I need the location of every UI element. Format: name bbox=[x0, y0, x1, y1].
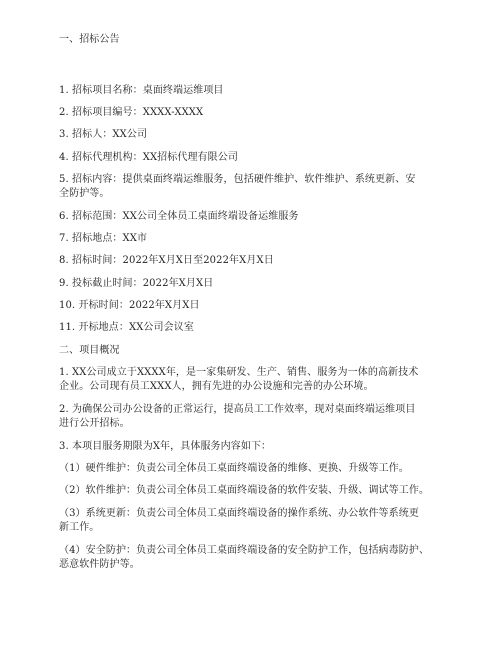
item-bid-deadline: 9. 投标截止时间：2022年X月X日 bbox=[59, 278, 214, 289]
overview-line: （2）软件维护：负责公司全体员工桌面终端设备的软件安装、升级、调试等工作。 bbox=[59, 485, 430, 496]
overview-line: 3. 本项目服务期限为X年，具体服务内容如下： bbox=[59, 441, 272, 452]
item-opening-time: 10. 开标时间：2022年X月X日 bbox=[59, 300, 200, 311]
overview-line: （3）系统更新：负责公司全体员工桌面终端设备的操作系统、办公软件等系统更 bbox=[59, 508, 419, 519]
section-heading-project-overview: 二、项目概况 bbox=[59, 345, 120, 356]
item-tender-period: 8. 招标时间：2022年X月X日至2022年X月X日 bbox=[59, 255, 274, 266]
item-location: 7. 招标地点：XX市 bbox=[59, 233, 148, 244]
overview-line: 新工作。 bbox=[59, 522, 100, 533]
overview-line: 1. XX公司成立于XXXX年，是一家集研发、生产、销售、服务为一体的高新技术 bbox=[59, 367, 419, 378]
overview-line: 恶意软件防护等。 bbox=[59, 559, 140, 570]
item-content-line2: 全防护等。 bbox=[59, 188, 110, 199]
item-opening-place: 11. 开标地点：XX公司会议室 bbox=[59, 322, 194, 333]
item-project-name: 1. 招标项目名称：桌面终端运维项目 bbox=[59, 85, 224, 96]
overview-line: 2. 为确保公司办公设备的正常运行，提高员工工作效率，现对桌面终端运维项目 bbox=[59, 404, 416, 415]
item-tenderer: 3. 招标人：XX公司 bbox=[59, 129, 148, 140]
item-agency: 4. 招标代理机构：XX招标代理有限公司 bbox=[59, 152, 238, 163]
overview-line: （4）安全防护：负责公司全体员工桌面终端设备的安全防护工作，包括病毒防护、 bbox=[59, 545, 430, 556]
item-scope: 6. 招标范围：XX公司全体员工桌面终端设备运维服务 bbox=[59, 211, 299, 222]
overview-line: （1）硬件维护：负责公司全体员工桌面终端设备的维修、更换、升级等工作。 bbox=[59, 463, 409, 474]
item-content-line1: 5. 招标内容：提供桌面终端运维服务，包括硬件维护、软件维护、系统更新、安 bbox=[59, 174, 416, 185]
section-heading-tender-notice: 一、招标公告 bbox=[59, 34, 120, 45]
overview-line: 进行公开招标。 bbox=[59, 418, 130, 429]
overview-line: 企业。公司现有员工XXX人，拥有先进的办公设施和完善的办公环境。 bbox=[59, 381, 374, 392]
item-project-number: 2. 招标项目编号：XXXX-XXXX bbox=[59, 107, 204, 118]
